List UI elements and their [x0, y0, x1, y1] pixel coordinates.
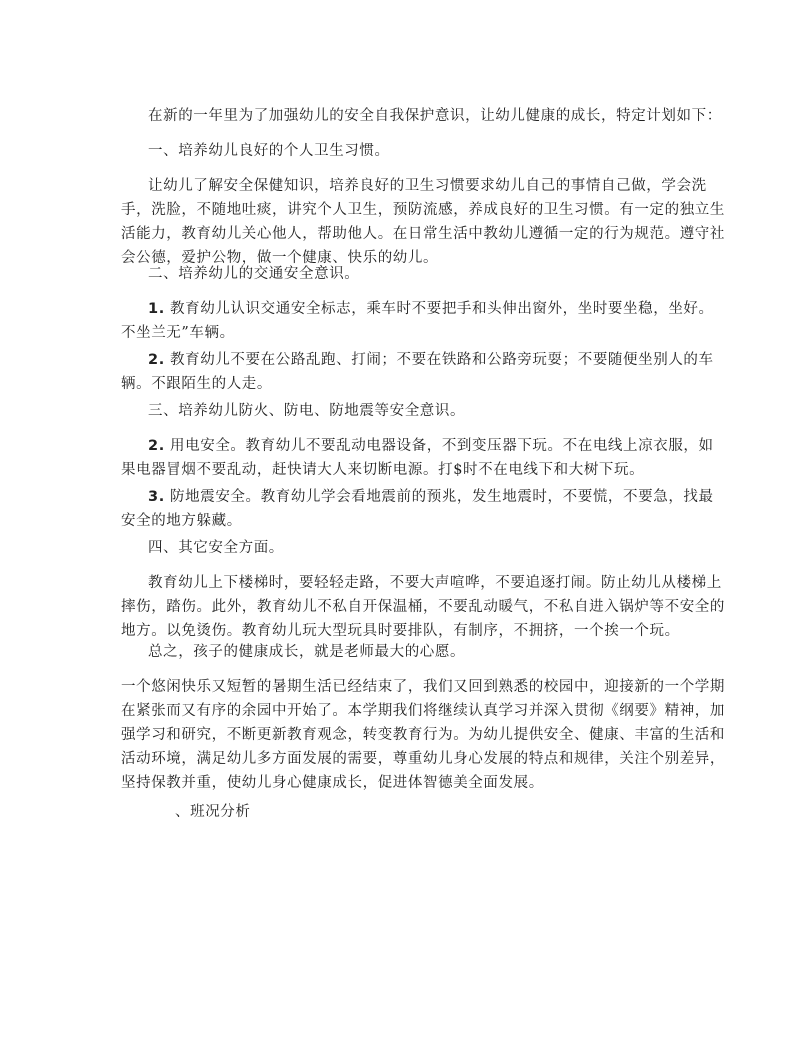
- section3-item-1: [121, 434, 714, 482]
- section2-heading-text: 二、培养幼儿的交通安全意识。: [148, 266, 360, 282]
- section1-body: [121, 174, 725, 270]
- second-text-line-2: 在紧张而又有序的余园中开始了。本学期我们将继续认真学习并深入贯彻《纲要》精神，加: [121, 703, 725, 719]
- section1-heading-text: 一、培养幼儿良好的个人卫生习惯。: [148, 143, 390, 159]
- section1-heading: [148, 139, 390, 163]
- second-text-line-5: 坚持保教并重，使幼儿身心健康成长，促进体智德美全面发展。: [121, 775, 544, 791]
- section2-item-1-line-1: 教育幼儿认识交通安全标志，乘车时不要把手和头伸出窗外，坐时要坐稳，坐好。: [170, 301, 714, 317]
- section1-line-4: 会公德，爱护公物，做一个健康、快乐的幼儿。: [121, 250, 439, 266]
- section1-line-2: 手，洗脸，不随地吐痰，讲究个人卫生，预防流感，养成良好的卫生习惯。有一定的独立生: [121, 202, 725, 218]
- section3-heading: [148, 399, 465, 423]
- second-text-line-4: 活动环境，满足幼儿多方面发展的需要，尊重幼儿身心发展的特点和规律，关注个别差异，: [121, 751, 725, 767]
- section4-line-3: 地方。以免烫伤。教育幼儿玩大型玩具时要排队，有制序，不拥挤，一个挨一个玩。: [121, 623, 680, 639]
- section2-heading: [148, 262, 359, 286]
- conclusion-paragraph: [148, 640, 465, 664]
- section2-item-2-number: 2.: [148, 352, 165, 368]
- section4-heading-text: 四、其它安全方面。: [148, 540, 284, 556]
- section4-line-2: 摔伤，踏伤。此外，教育幼儿不私自开保温桶，不要乱动暖气，不私自进入锅炉等不安全的: [121, 599, 725, 615]
- section2-item-1: [121, 297, 714, 345]
- section3-item-2-line-2: 安全的地方躲藏。: [121, 513, 242, 529]
- section3-item-2: [121, 485, 714, 533]
- final-heading: [175, 800, 251, 824]
- section3-item-1-number: 2.: [148, 438, 165, 454]
- section3-item-2-number: 3.: [148, 489, 165, 505]
- intro-line: 在新的一年里为了加强幼儿的安全自我保护意识，让幼儿健康的成长，特定计划如下：: [148, 108, 722, 124]
- section4-line-1: 教育幼儿上下楼梯时，要轻轻走路，不要大声喧哗，不要追逐打闹。防止幼儿从楼梯上: [148, 575, 722, 591]
- second-text-line-1: 一个悠闲快乐又短暂的暑期生活已经结束了，我们又回到熟悉的校园中，迎接新的一个学期: [121, 679, 725, 695]
- section3-heading-text: 三、培养幼儿防火、防电、防地震等安全意识。: [148, 403, 466, 419]
- conclusion-text: 总之，孩子的健康成长，就是老师最大的心愿。: [148, 644, 466, 660]
- second-text-paragraph: [121, 675, 725, 795]
- section3-item-1-line-2: 果电器冒烟不要乱动，赶快请大人来切断电源。打$时不在电线下和大树下玩。: [121, 462, 645, 478]
- section4-body: [121, 571, 725, 643]
- section1-line-3: 活能力，教育幼儿关心他人，帮助他人。在日常生活中教幼儿遵循一定的行为规范。遵守社: [121, 226, 725, 242]
- section2-item-2: [121, 348, 714, 396]
- section1-line-1: 让幼儿了解安全保健知识，培养良好的卫生习惯要求幼儿自己的事情自己做，学会洗: [148, 178, 707, 194]
- second-text-line-3: 强学习和研究，不断更新教育观念，转变教育行为。为幼儿提供安全、健康、丰富的生活和: [121, 727, 725, 743]
- section2-item-1-number: 1.: [148, 301, 165, 317]
- section2-item-2-line-1: 教育幼儿不要在公路乱跑、打闹；不要在铁路和公路旁玩耍；不要随便坐别人的车: [170, 352, 714, 368]
- section3-item-2-line-1: 防地震安全。教育幼儿学会看地震前的预兆，发生地震时，不要慌，不要急，找最: [170, 489, 714, 505]
- intro-paragraph: [148, 104, 722, 128]
- section4-heading: [148, 536, 284, 560]
- section2-item-2-line-2: 辆。不跟陌生的人走。: [121, 376, 272, 392]
- section3-item-1-line-1: 用电安全。教育幼儿不要乱动电器设备，不到变压器下玩。不在电线上凉衣服，如: [170, 438, 714, 454]
- section2-item-1-line-2: 不坐兰无”车辆。: [121, 325, 235, 341]
- final-heading-text: 、班况分析: [175, 804, 251, 820]
